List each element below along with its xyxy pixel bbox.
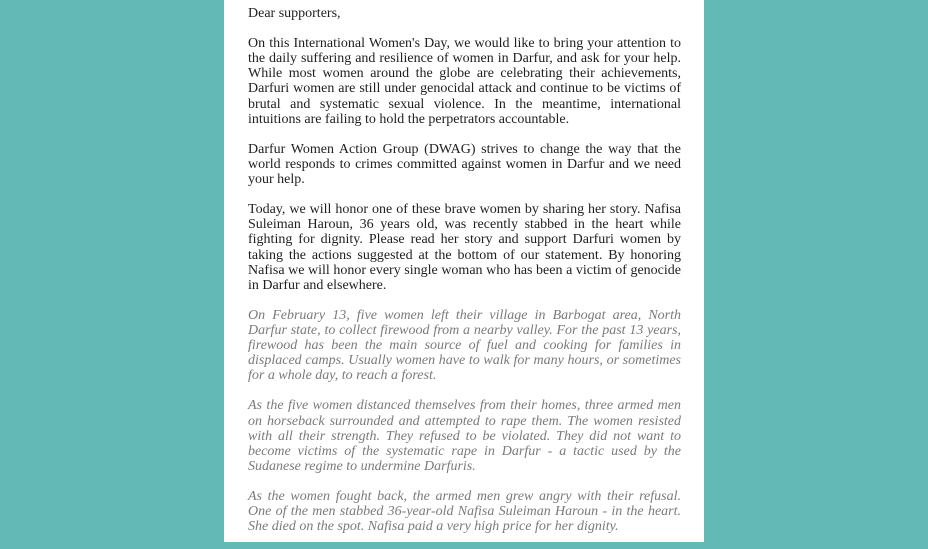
email-page: [224, 0, 704, 542]
story-paragraph-3: As the women fought back, the armed men grew angry with their refusal. One of the men stabbed 36-year-old Nafisa Suleiman Haroun - in the heart. She died on the spot. Nafisa paid a very high price for her dignity.: [248, 489, 681, 535]
letter-body: [248, 6, 681, 549]
paragraph-intro: On this International Women's Day, we would like to bring your attention to the daily suffering and resilience of women in Darfur, and ask for your help. While most women around the globe are celebrating their achievements, Darfuri women are still under genocidal attack and continue to be victims of brutal and systematic sexual violence. In the meantime, international intuitions are failing to hold the perpetrators accountable.: [248, 36, 681, 127]
paragraph-honor: Today, we will honor one of these brave women by sharing her story. Nafisa Suleiman Haroun, 36 years old, was recently stabbed in the heart while fighting for dignity. Please read her story and support Darfuri women by taking the actions suggested at the bottom of our statement. By honoring Nafisa we will honor every single woman who has been a victim of genocide in Darfur and elsewhere.: [248, 202, 681, 293]
story-paragraph-2: As the five women distanced themselves from their homes, three armed men on horseback surrounded and attempted to rape them. The women resisted with all their strength. They refused to be violated. They did not want to become victims of the systematic rape in Darfur - a tactic used by the Sudanese regime to undermine Darfuris.: [248, 398, 681, 474]
paragraph-dwag: Darfur Women Action Group (DWAG) strives to change the way that the world responds to crimes committed against women in Darfur and we need your help.: [248, 141, 681, 188]
story-paragraph-1: On February 13, five women left their village in Barbogat area, North Darfur state, to collect firewood from a nearby valley. For the past 13 years, firewood has been the main source of fuel and cooking for families in displaced camps. Usually women have to walk for many hours, or sometimes for a whole day, to reach a forest.: [248, 307, 681, 384]
greeting: Dear supporters,: [248, 6, 341, 21]
